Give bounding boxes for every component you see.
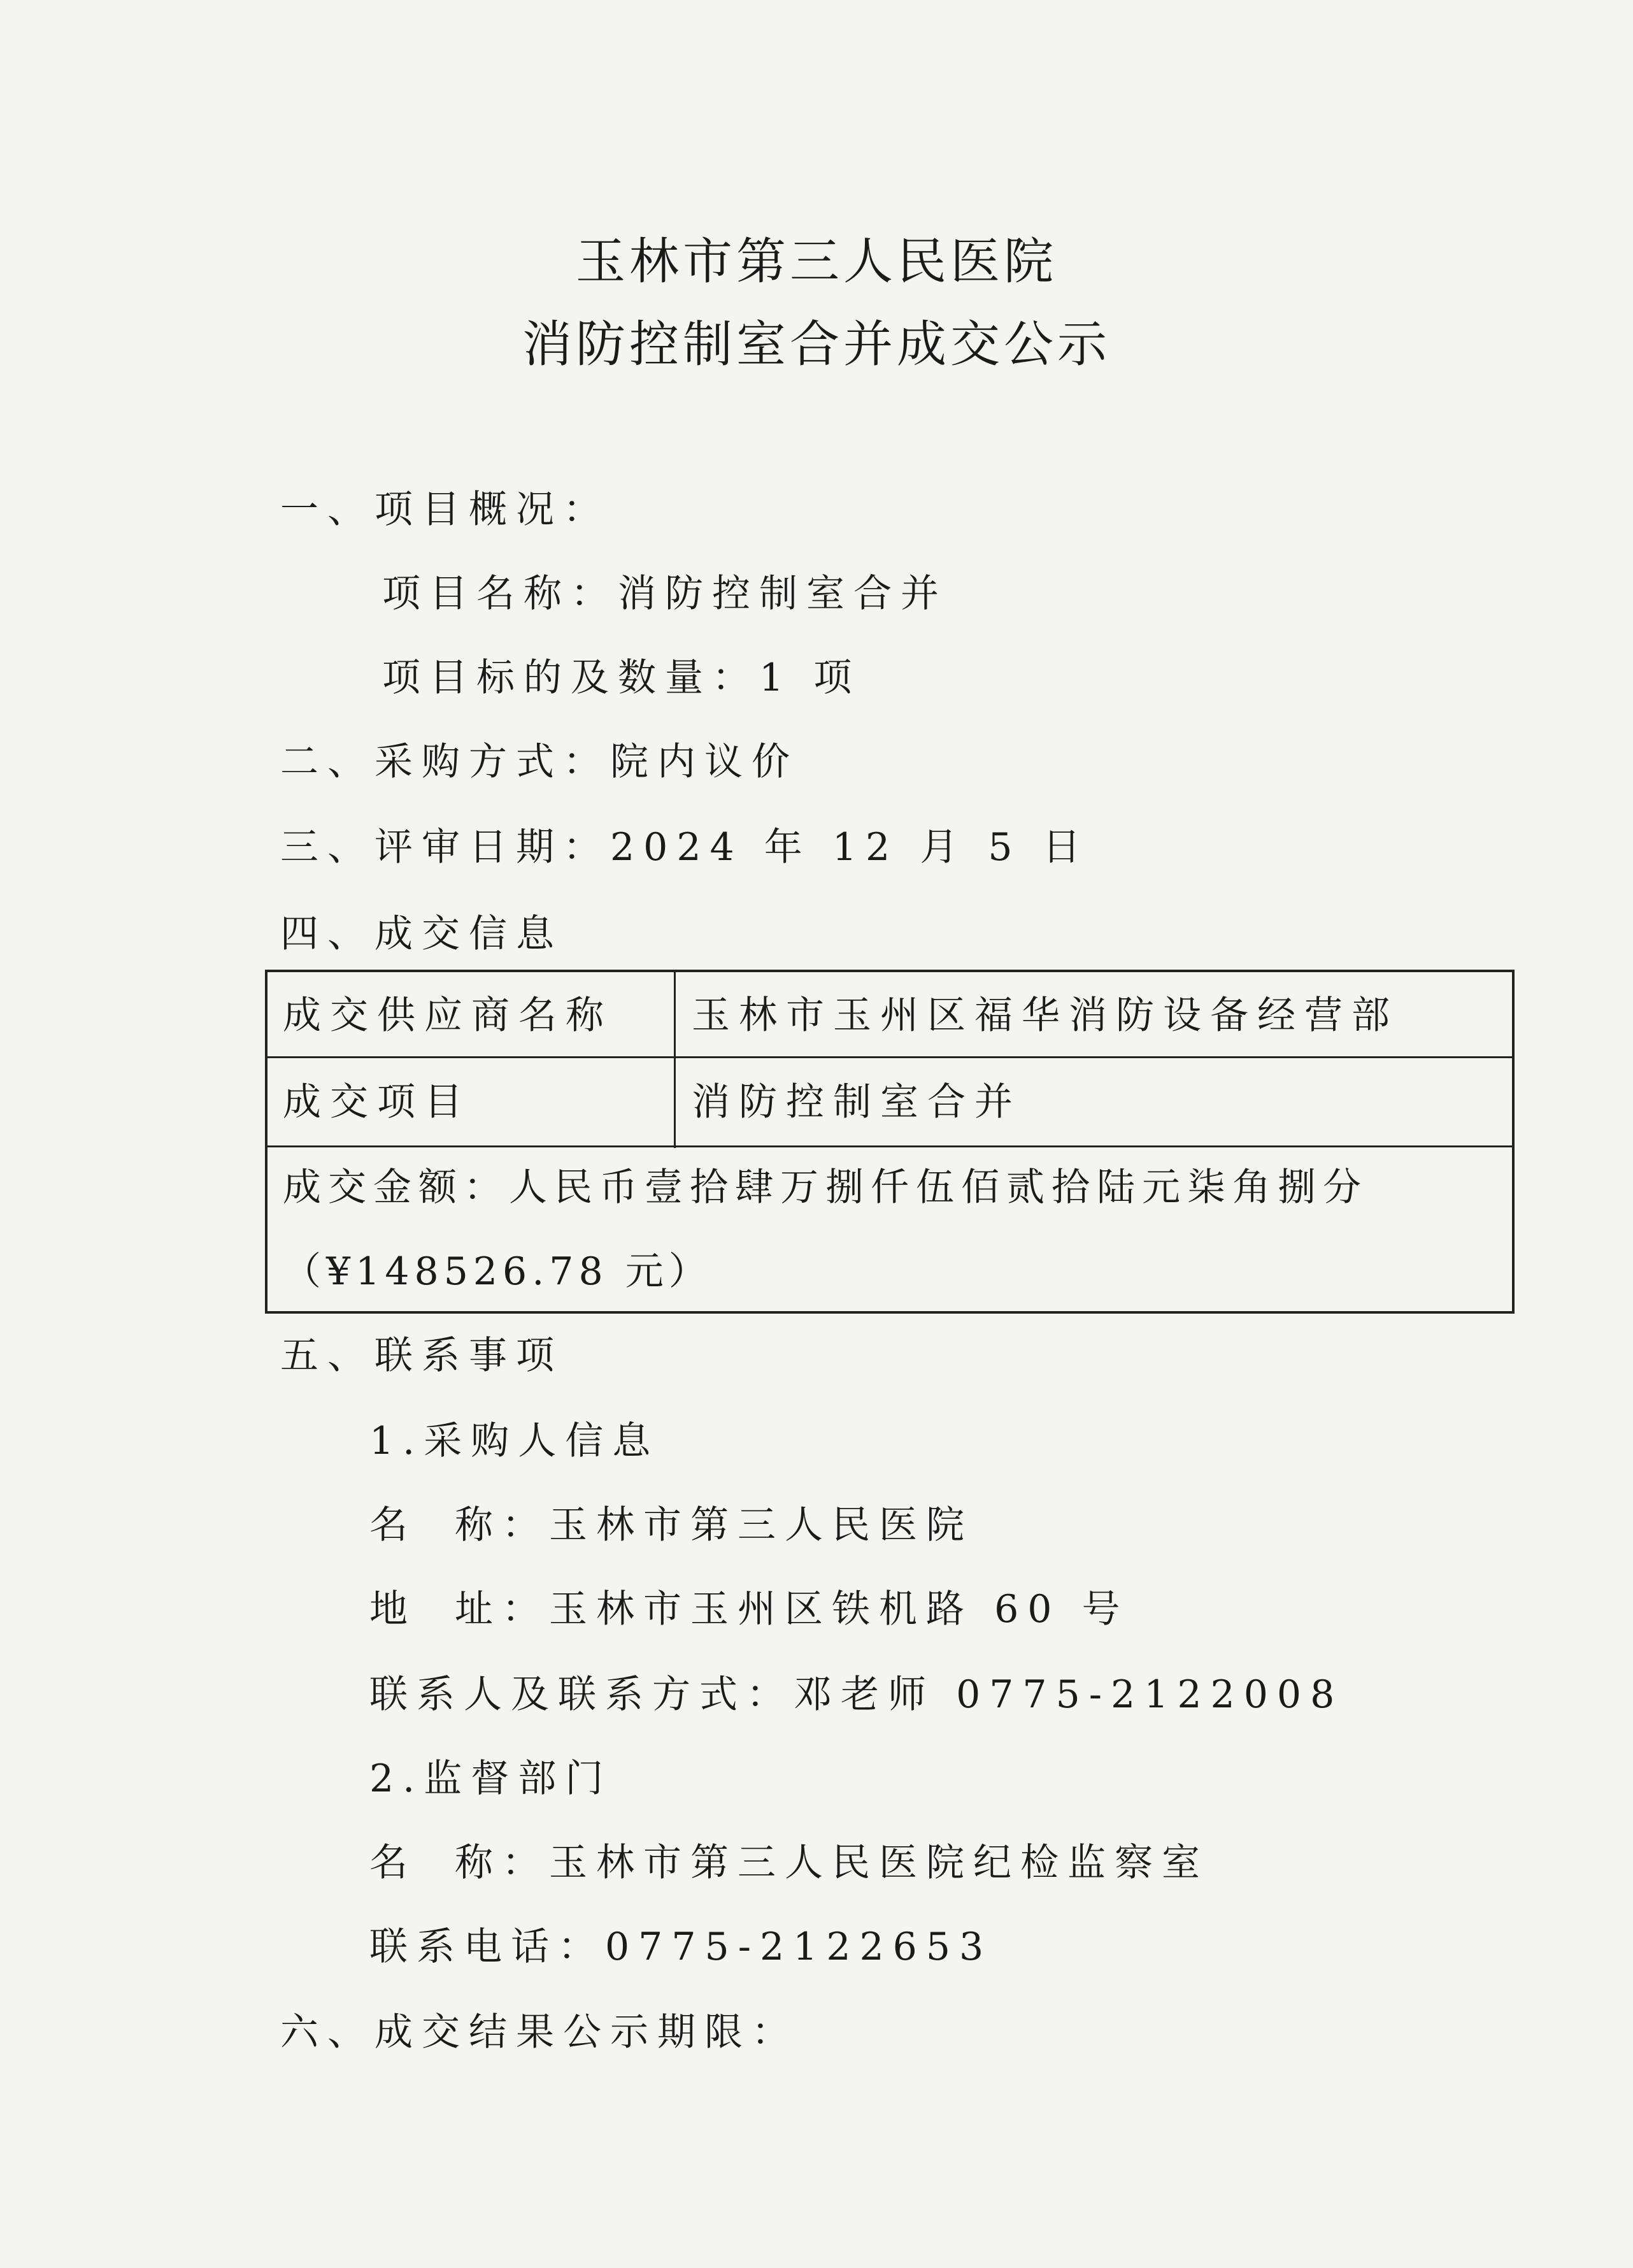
- buyer-info-heading: 1.采购人信息: [369, 1419, 660, 1463]
- buyer-name-label: 名: [369, 1503, 417, 1547]
- supervisor-name-label-2: 称：: [455, 1841, 549, 1885]
- project-name: 项目名称：消防控制室合并: [382, 571, 948, 616]
- supervisor-name: 玉林市第三人民医院纪检监察室: [549, 1841, 1209, 1885]
- buyer-contact: 联系人及联系方式：邓老师 0775-2122008: [369, 1672, 1344, 1717]
- deal-item-value: 消防控制室合并: [692, 1080, 1022, 1124]
- section-2-procurement-method: 二、采购方式：院内议价: [280, 740, 799, 784]
- section-3-review-date: 三、评审日期：2024 年 12 月 5 日: [280, 825, 1090, 870]
- section-4-heading: 四、成交信息: [280, 912, 563, 956]
- buyer-address: 玉林市玉州区铁机路 60 号: [549, 1587, 1129, 1632]
- section-5-heading: 五、联系事项: [280, 1333, 563, 1378]
- supplier-value: 玉林市玉州区福华消防设备经营部: [692, 993, 1399, 1038]
- project-quantity: 项目标的及数量：1 项: [382, 656, 861, 700]
- supplier-label: 成交供应商名称: [283, 993, 613, 1038]
- supervisor-heading: 2.监督部门: [369, 1756, 613, 1801]
- buyer-name: 玉林市第三人民医院: [549, 1503, 973, 1547]
- supervisor-name-line: [369, 1841, 1209, 1885]
- section-1-heading: 一、项目概况：: [280, 487, 610, 532]
- buyer-name-line: [369, 1503, 973, 1547]
- section-6-heading: 六、成交结果公示期限：: [280, 2010, 799, 2055]
- table-divider: [267, 1145, 1512, 1147]
- deal-item-label: 成交项目: [283, 1080, 471, 1124]
- buyer-address-label-2: 址：: [455, 1587, 549, 1632]
- document-title-line-1: 玉林市第三人民医院: [575, 233, 1057, 291]
- buyer-name-label-2: 称：: [455, 1503, 549, 1547]
- table-divider: [674, 972, 676, 1148]
- buyer-address-line: [369, 1587, 1129, 1632]
- supervisor-phone: 联系电话：0775-2122653: [369, 1925, 993, 1969]
- buyer-address-label: 地: [369, 1587, 417, 1632]
- deal-amount-line-2: （¥148526.78 元）: [283, 1249, 712, 1294]
- deal-info-table: [265, 970, 1515, 1314]
- table-divider: [267, 1056, 1512, 1058]
- supervisor-name-label: 名: [369, 1841, 417, 1885]
- document-title-line-2: 消防控制室合并成交公示: [522, 316, 1111, 373]
- deal-amount-line-1: 成交金额：人民币壹拾肆万捌仟伍佰贰拾陆元柒角捌分: [283, 1165, 1368, 1210]
